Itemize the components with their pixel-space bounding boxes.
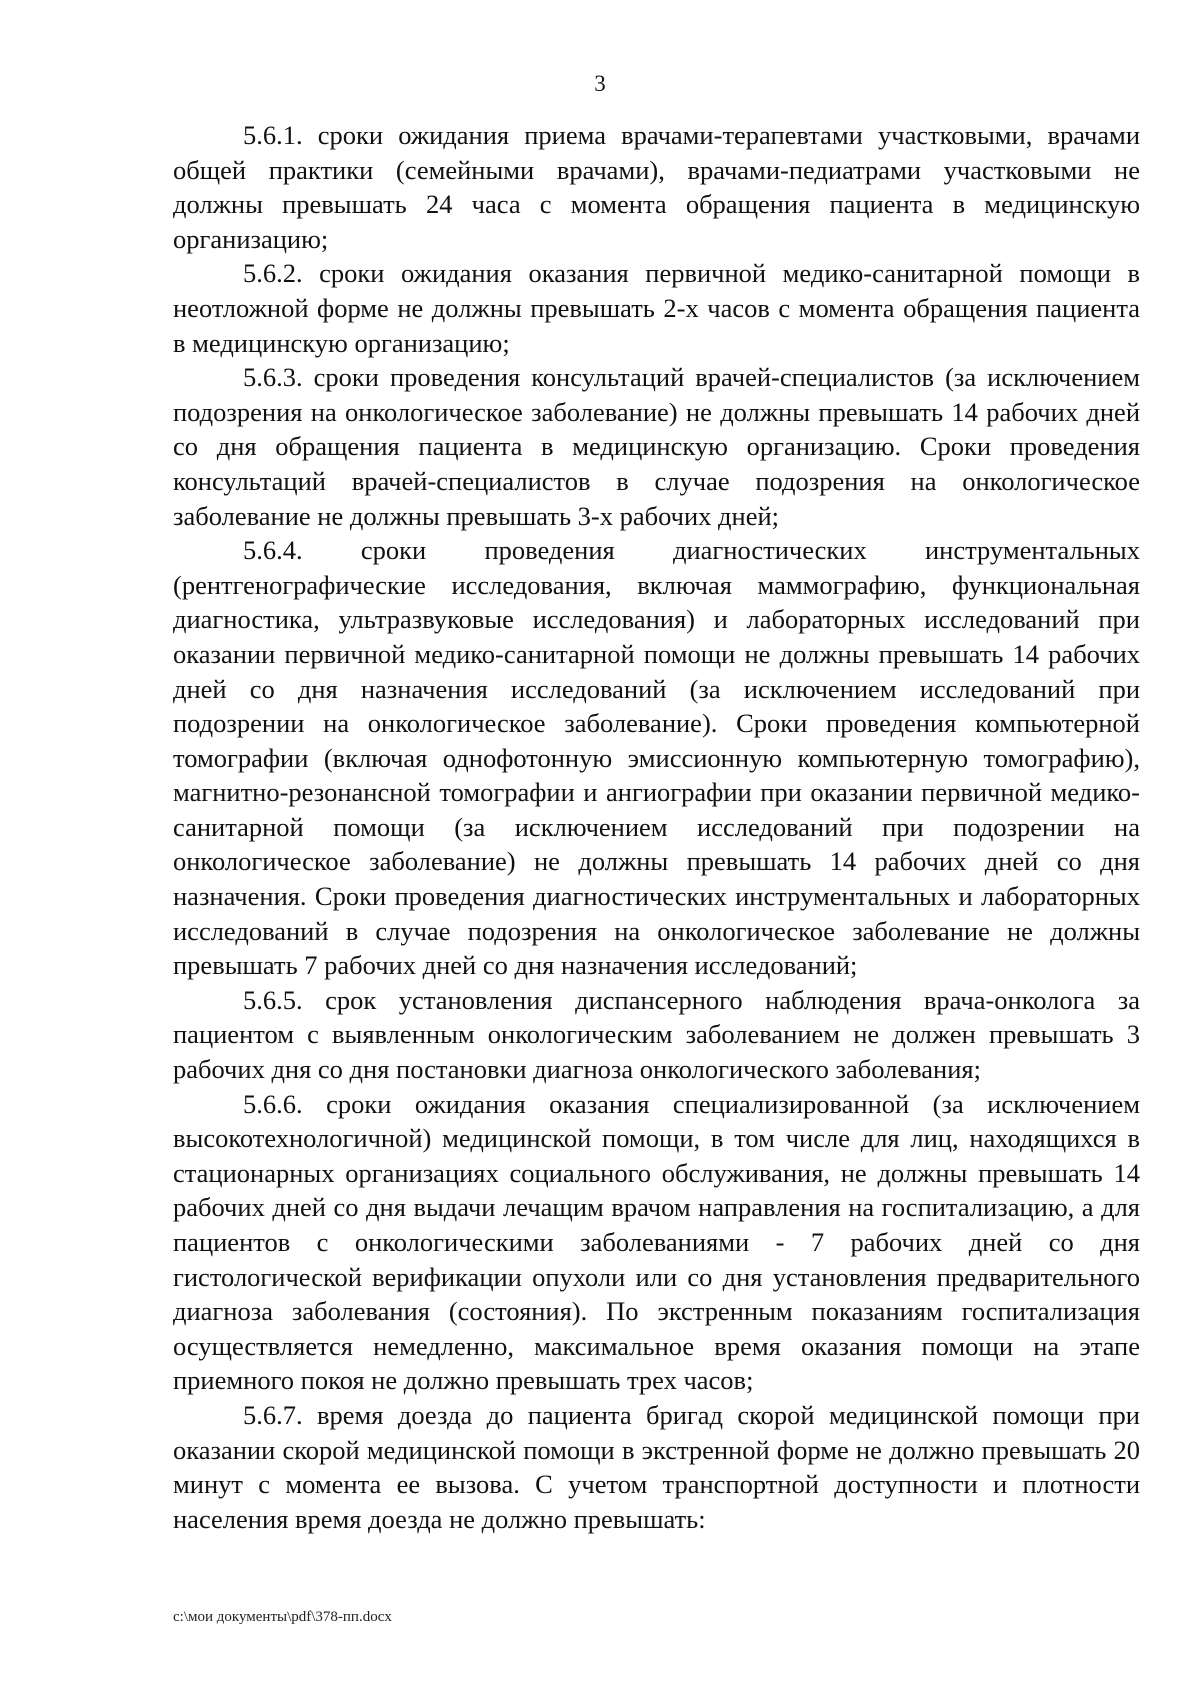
paragraph-5-6-6: 5.6.6. сроки ожидания оказания специализированной (за исключением высокотехнологичной) медицинской помощи, в том числе для лиц, находящихся в стационарных организациях социального обслуживания, не должны превышать 14 рабочих дней со дня выдачи лечащим врачом направления на госпитализацию, а для пациентов с онкологическими заболеваниями - 7 рабочих дней со дня гистологической верификации опухоли или со дня установления предварительного диагноза заболевания (состояния). По экстренным показаниям госпитализация осуществляется немедленно, максимальное время оказания помощи на этапе приемного покоя не должно превышать трех часов; xyxy=(173,1088,1140,1396)
paragraph-5-6-2: 5.6.2. сроки ожидания оказания первичной медико-санитарной помощи в неотложной форме не должны превышать 2-х часов с момента обращения пациента в медицинскую организацию; xyxy=(173,258,1140,358)
footer-file-path: c:\мои документы\pdf\378-пп.docx xyxy=(173,1609,392,1625)
paragraph-5-6-5: 5.6.5. срок установления диспансерного наблюдения врача-онколога за пациентом с выявленным онкологическим заболеванием не должен превышать 3 рабочих дня со дня постановки диагноза онкологического заболевания; xyxy=(173,984,1140,1085)
paragraph-5-6-4: 5.6.4. сроки проведения диагностических инструментальных (рентгенографические исследования, включая маммографию, функциональная диагностика, ультразвуковые исследования) и лабораторных исследований при оказании первичной медико-санитарной помощи не должны превышать 14 рабочих дней со дня назначения исследований (за исключением исследований при подозрении на онкологическое заболевание). Сроки проведения компьютерной томографии (включая однофотонную эмиссионную компьютерную томографию), магнитно-резонансной томографии и ангиографии при оказании первичной медико-санитарной помощи (за исключением исследований при подозрении на онкологическое заболевание) не должны превышать 14 рабочих дней со дня назначения. Сроки проведения диагностических инструментальных и лабораторных исследований в случае подозрения на онкологическое заболевание не должны превышать 7 рабочих дней со дня назначения исследований; xyxy=(173,535,1140,981)
paragraph-5-6-3: 5.6.3. сроки проведения консультаций врачей-специалистов (за исключением подозрения на онкологическое заболевание) не должны превышать 14 рабочих дней со дня обращения пациента в медицинскую организацию. Сроки проведения консультаций врачей-специалистов в случае подозрения на онкологическое заболевание не должны превышать 3-х рабочих дней; xyxy=(173,362,1140,531)
paragraph-5-6-7: 5.6.7. время доезда до пациента бригад скорой медицинской помощи при оказании скорой медицинской помощи в экстренной форме не должно превышать 20 минут с момента ее вызова. С учетом транспортной доступности и плотности населения время доезда не должно превышать: xyxy=(173,1399,1140,1534)
paragraph-5-6-1: 5.6.1. сроки ожидания приема врачами-терапевтами участковыми, врачами общей практики (семейными врачами), врачами-педиатрами участковыми не должны превышать 24 часа с момента обращения пациента в медицинскую организацию; xyxy=(173,120,1140,254)
document-body xyxy=(173,118,1140,1536)
page-number: 3 xyxy=(594,71,606,96)
